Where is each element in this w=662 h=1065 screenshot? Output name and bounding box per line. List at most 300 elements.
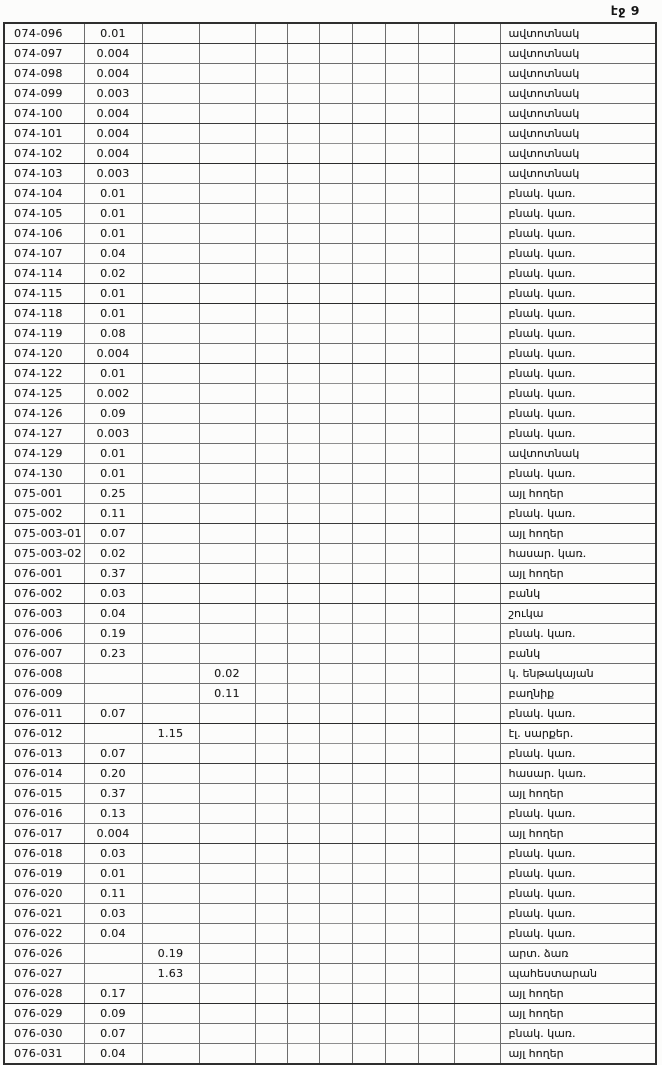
- cell-e6: [418, 224, 454, 244]
- cell-e6: [418, 184, 454, 204]
- cell-use: շուկա: [500, 604, 656, 624]
- cell-e3: [319, 644, 352, 664]
- cell-e7: [454, 484, 500, 504]
- cell-v1: [84, 684, 142, 704]
- cell-e2: [287, 444, 319, 464]
- cell-v1: 0.003: [84, 84, 142, 104]
- table-row: [4, 784, 656, 804]
- cell-v2: [142, 144, 199, 164]
- cell-v2: [142, 64, 199, 84]
- cell-v1: 0.07: [84, 1024, 142, 1044]
- cell-e5: [385, 944, 418, 964]
- cell-e7: [454, 444, 500, 464]
- cell-e6: [418, 524, 454, 544]
- cell-e7: [454, 124, 500, 144]
- cell-id: 076-018: [4, 844, 84, 864]
- cell-id: 074-102: [4, 144, 84, 164]
- cell-v3: [199, 284, 255, 304]
- cell-v2: [142, 744, 199, 764]
- cell-e7: [454, 364, 500, 384]
- cell-e4: [352, 204, 385, 224]
- cell-e6: [418, 984, 454, 1004]
- cell-e3: [319, 344, 352, 364]
- cell-e4: [352, 84, 385, 104]
- cell-e1: [255, 524, 287, 544]
- cell-v1: 0.03: [84, 904, 142, 924]
- cell-use: էլ. սարքեր.: [500, 724, 656, 744]
- cell-e4: [352, 1044, 385, 1065]
- cell-e2: [287, 584, 319, 604]
- cell-e5: [385, 364, 418, 384]
- cell-e4: [352, 904, 385, 924]
- cell-id: 076-012: [4, 724, 84, 744]
- cell-use: բնակ. կառ.: [500, 204, 656, 224]
- cell-e7: [454, 204, 500, 224]
- cell-e3: [319, 664, 352, 684]
- cell-v2: [142, 764, 199, 784]
- cell-v1: 0.02: [84, 544, 142, 564]
- cell-e1: [255, 144, 287, 164]
- cell-e3: [319, 23, 352, 44]
- cell-v1: 0.08: [84, 324, 142, 344]
- cell-v2: [142, 23, 199, 44]
- cell-id: 075-003-01: [4, 524, 84, 544]
- cell-use: բանկ: [500, 584, 656, 604]
- cell-id: 074-099: [4, 84, 84, 104]
- table-row: [4, 124, 656, 144]
- cell-e7: [454, 944, 500, 964]
- cell-e6: [418, 764, 454, 784]
- cell-e7: [454, 244, 500, 264]
- cell-v3: [199, 964, 255, 984]
- cell-id: 074-105: [4, 204, 84, 224]
- cell-e4: [352, 484, 385, 504]
- cell-v3: [199, 784, 255, 804]
- cell-v3: [199, 604, 255, 624]
- cell-e3: [319, 744, 352, 764]
- cell-e6: [418, 824, 454, 844]
- cell-v3: [199, 1004, 255, 1024]
- cell-e4: [352, 664, 385, 684]
- cell-v2: [142, 1044, 199, 1065]
- cell-e4: [352, 564, 385, 584]
- cell-e6: [418, 944, 454, 964]
- cell-e7: [454, 404, 500, 424]
- table-row: [4, 164, 656, 184]
- cell-e2: [287, 664, 319, 684]
- cell-e1: [255, 1044, 287, 1065]
- cell-e1: [255, 984, 287, 1004]
- cell-v3: [199, 884, 255, 904]
- cell-e1: [255, 564, 287, 584]
- cell-e3: [319, 604, 352, 624]
- cell-e4: [352, 584, 385, 604]
- cell-e4: [352, 624, 385, 644]
- cell-use: այլ հողեր: [500, 824, 656, 844]
- cell-v2: [142, 344, 199, 364]
- cell-e7: [454, 864, 500, 884]
- cell-v2: [142, 904, 199, 924]
- cell-e5: [385, 104, 418, 124]
- cell-v1: 0.004: [84, 104, 142, 124]
- cell-e5: [385, 44, 418, 64]
- table-row: [4, 824, 656, 844]
- cell-v2: [142, 564, 199, 584]
- cell-v3: [199, 984, 255, 1004]
- cell-v1: [84, 724, 142, 744]
- cell-e6: [418, 1044, 454, 1065]
- cell-e5: [385, 23, 418, 44]
- cell-e1: [255, 444, 287, 464]
- cell-e2: [287, 964, 319, 984]
- cell-v1: 0.003: [84, 424, 142, 444]
- cell-use: ավտոտնակ: [500, 124, 656, 144]
- cell-id: 076-006: [4, 624, 84, 644]
- cell-use: բնակ. կառ.: [500, 284, 656, 304]
- cell-id: 076-028: [4, 984, 84, 1004]
- cell-v1: 0.01: [84, 23, 142, 44]
- cell-id: 074-115: [4, 284, 84, 304]
- cell-e3: [319, 764, 352, 784]
- cell-v2: [142, 224, 199, 244]
- cell-v1: 0.37: [84, 564, 142, 584]
- cell-v3: [199, 84, 255, 104]
- cell-e5: [385, 624, 418, 644]
- cell-e7: [454, 584, 500, 604]
- cell-e5: [385, 964, 418, 984]
- cell-e6: [418, 144, 454, 164]
- cell-e2: [287, 384, 319, 404]
- cell-e1: [255, 504, 287, 524]
- cell-use: բնակ. կառ.: [500, 224, 656, 244]
- cell-e1: [255, 304, 287, 324]
- cell-id: 076-007: [4, 644, 84, 664]
- cell-e5: [385, 464, 418, 484]
- cell-use: բնակ. կառ.: [500, 864, 656, 884]
- cell-use: բնակ. կառ.: [500, 344, 656, 364]
- cell-e2: [287, 344, 319, 364]
- table-row: [4, 64, 656, 84]
- cell-e4: [352, 824, 385, 844]
- cell-e7: [454, 264, 500, 284]
- cell-v2: [142, 584, 199, 604]
- cell-v2: [142, 824, 199, 844]
- cell-e5: [385, 824, 418, 844]
- cell-e4: [352, 23, 385, 44]
- cell-e2: [287, 64, 319, 84]
- cell-v1: 0.01: [84, 304, 142, 324]
- cell-v3: [199, 144, 255, 164]
- cell-e3: [319, 224, 352, 244]
- cell-use: ավտոտնակ: [500, 84, 656, 104]
- cell-e1: [255, 164, 287, 184]
- cell-v3: [199, 704, 255, 724]
- cell-e2: [287, 304, 319, 324]
- cell-e7: [454, 184, 500, 204]
- cell-e5: [385, 924, 418, 944]
- cell-e5: [385, 784, 418, 804]
- cell-e5: [385, 504, 418, 524]
- table-row: [4, 324, 656, 344]
- cell-v3: [199, 544, 255, 564]
- cell-e5: [385, 1024, 418, 1044]
- cell-e5: [385, 184, 418, 204]
- cell-e5: [385, 424, 418, 444]
- cell-v2: [142, 984, 199, 1004]
- cell-v1: 0.01: [84, 204, 142, 224]
- cell-v1: 0.23: [84, 644, 142, 664]
- cell-e5: [385, 524, 418, 544]
- cell-e3: [319, 884, 352, 904]
- cell-v2: 1.63: [142, 964, 199, 984]
- cell-id: 074-130: [4, 464, 84, 484]
- cell-id: 074-114: [4, 264, 84, 284]
- cell-e1: [255, 884, 287, 904]
- cell-v3: [199, 364, 255, 384]
- table-row: [4, 624, 656, 644]
- cell-e6: [418, 924, 454, 944]
- cell-use: բնակ. կառ.: [500, 744, 656, 764]
- cell-e4: [352, 644, 385, 664]
- table-row: [4, 184, 656, 204]
- cell-e2: [287, 544, 319, 564]
- table-row: [4, 44, 656, 64]
- cell-e7: [454, 524, 500, 544]
- cell-v3: [199, 924, 255, 944]
- cell-use: բնակ. կառ.: [500, 184, 656, 204]
- cell-v1: 0.01: [84, 464, 142, 484]
- cell-e6: [418, 444, 454, 464]
- cell-v1: 0.01: [84, 184, 142, 204]
- cell-e3: [319, 124, 352, 144]
- cell-v2: [142, 1004, 199, 1024]
- cell-e2: [287, 1004, 319, 1024]
- cell-e3: [319, 264, 352, 284]
- cell-e7: [454, 44, 500, 64]
- cell-v1: 0.07: [84, 524, 142, 544]
- cell-id: 074-096: [4, 23, 84, 44]
- cell-v2: [142, 324, 199, 344]
- cell-v1: 0.002: [84, 384, 142, 404]
- cell-e5: [385, 64, 418, 84]
- cell-v3: [199, 324, 255, 344]
- cell-v3: [199, 104, 255, 124]
- cell-e5: [385, 684, 418, 704]
- table-body: [4, 23, 656, 1064]
- cell-e1: [255, 1004, 287, 1024]
- cell-e4: [352, 1024, 385, 1044]
- cell-e1: [255, 644, 287, 664]
- cell-id: 076-009: [4, 684, 84, 704]
- cell-e6: [418, 464, 454, 484]
- cell-e5: [385, 724, 418, 744]
- cell-e4: [352, 244, 385, 264]
- cell-e5: [385, 544, 418, 564]
- table-row: [4, 104, 656, 124]
- cell-e1: [255, 684, 287, 704]
- cell-e4: [352, 764, 385, 784]
- cell-e3: [319, 624, 352, 644]
- cell-e7: [454, 224, 500, 244]
- cell-e3: [319, 164, 352, 184]
- cell-v1: 0.02: [84, 264, 142, 284]
- cell-e2: [287, 364, 319, 384]
- cell-e2: [287, 824, 319, 844]
- cell-v3: [199, 484, 255, 504]
- cell-e2: [287, 484, 319, 504]
- cell-v3: [199, 384, 255, 404]
- cell-e6: [418, 804, 454, 824]
- cell-use: բնակ. կառ.: [500, 924, 656, 944]
- cell-e2: [287, 524, 319, 544]
- cell-e6: [418, 784, 454, 804]
- cell-e1: [255, 424, 287, 444]
- cell-v2: [142, 104, 199, 124]
- table-row: [4, 544, 656, 564]
- cell-e4: [352, 604, 385, 624]
- table-row: [4, 284, 656, 304]
- cell-v1: 0.01: [84, 224, 142, 244]
- cell-v3: [199, 764, 255, 784]
- cell-e3: [319, 844, 352, 864]
- cell-v3: [199, 444, 255, 464]
- cell-e2: [287, 184, 319, 204]
- cell-e2: [287, 844, 319, 864]
- table-row: [4, 244, 656, 264]
- cell-e3: [319, 724, 352, 744]
- cell-v2: [142, 204, 199, 224]
- cell-e3: [319, 444, 352, 464]
- cell-v1: 0.04: [84, 604, 142, 624]
- cell-v1: 0.20: [84, 764, 142, 784]
- cell-use: բնակ. կառ.: [500, 304, 656, 324]
- cell-v1: 0.004: [84, 64, 142, 84]
- table-row: [4, 484, 656, 504]
- cell-e7: [454, 104, 500, 124]
- cell-v1: 0.25: [84, 484, 142, 504]
- cell-e4: [352, 804, 385, 824]
- cell-v2: [142, 304, 199, 324]
- cell-e4: [352, 684, 385, 704]
- cell-v1: 0.03: [84, 844, 142, 864]
- cell-id: 074-120: [4, 344, 84, 364]
- cell-id: 076-016: [4, 804, 84, 824]
- cell-e4: [352, 124, 385, 144]
- cell-e3: [319, 384, 352, 404]
- cell-e1: [255, 824, 287, 844]
- cell-e6: [418, 23, 454, 44]
- cell-id: 076-015: [4, 784, 84, 804]
- cell-use: բնակ. կառ.: [500, 624, 656, 644]
- cell-e4: [352, 64, 385, 84]
- cell-e5: [385, 844, 418, 864]
- cell-e3: [319, 284, 352, 304]
- cell-use: բնակ. կառ.: [500, 464, 656, 484]
- table-row: [4, 584, 656, 604]
- cell-e7: [454, 144, 500, 164]
- cell-id: 076-029: [4, 1004, 84, 1024]
- cell-e5: [385, 284, 418, 304]
- cell-e4: [352, 424, 385, 444]
- cell-e7: [454, 824, 500, 844]
- cell-v3: 0.02: [199, 664, 255, 684]
- cell-id: 074-100: [4, 104, 84, 124]
- cell-v1: 0.003: [84, 164, 142, 184]
- cell-e6: [418, 684, 454, 704]
- cell-e1: [255, 484, 287, 504]
- cell-e5: [385, 764, 418, 784]
- cell-e6: [418, 244, 454, 264]
- cell-e6: [418, 844, 454, 864]
- cell-e1: [255, 384, 287, 404]
- cell-e2: [287, 1044, 319, 1065]
- cell-use: այլ հողեր: [500, 564, 656, 584]
- cell-use: ավտոտնակ: [500, 164, 656, 184]
- cell-e3: [319, 304, 352, 324]
- cell-v2: [142, 484, 199, 504]
- cell-e4: [352, 964, 385, 984]
- cell-id: 076-022: [4, 924, 84, 944]
- cell-e5: [385, 744, 418, 764]
- table-row: [4, 424, 656, 444]
- cell-v1: 0.07: [84, 704, 142, 724]
- cell-id: 075-002: [4, 504, 84, 524]
- cell-e3: [319, 544, 352, 564]
- cell-e1: [255, 964, 287, 984]
- cell-v3: [199, 204, 255, 224]
- cell-v2: [142, 604, 199, 624]
- table-row: [4, 664, 656, 684]
- cell-v1: 0.01: [84, 284, 142, 304]
- cell-e1: [255, 724, 287, 744]
- cell-e5: [385, 224, 418, 244]
- cell-e5: [385, 444, 418, 464]
- cell-e4: [352, 724, 385, 744]
- cell-e6: [418, 644, 454, 664]
- cell-e2: [287, 804, 319, 824]
- cell-e6: [418, 384, 454, 404]
- cell-e4: [352, 284, 385, 304]
- table-row: [4, 504, 656, 524]
- cell-use: բնակ. կառ.: [500, 404, 656, 424]
- cell-e3: [319, 784, 352, 804]
- cell-id: 074-097: [4, 44, 84, 64]
- cell-v2: [142, 264, 199, 284]
- cell-e7: [454, 84, 500, 104]
- cell-e2: [287, 124, 319, 144]
- cell-e6: [418, 724, 454, 744]
- cell-e3: [319, 584, 352, 604]
- cell-e4: [352, 544, 385, 564]
- cell-e3: [319, 944, 352, 964]
- cell-e1: [255, 1024, 287, 1044]
- cell-e5: [385, 904, 418, 924]
- cell-v2: [142, 524, 199, 544]
- cell-e5: [385, 404, 418, 424]
- cell-e2: [287, 744, 319, 764]
- cell-v2: [142, 284, 199, 304]
- cell-e7: [454, 964, 500, 984]
- cell-id: 076-026: [4, 944, 84, 964]
- cell-e5: [385, 144, 418, 164]
- cell-id: 074-103: [4, 164, 84, 184]
- cell-e7: [454, 1024, 500, 1044]
- cell-e4: [352, 164, 385, 184]
- cell-id: 074-125: [4, 384, 84, 404]
- cell-id: 074-127: [4, 424, 84, 444]
- cell-v2: 1.15: [142, 724, 199, 744]
- cell-v1: 0.004: [84, 344, 142, 364]
